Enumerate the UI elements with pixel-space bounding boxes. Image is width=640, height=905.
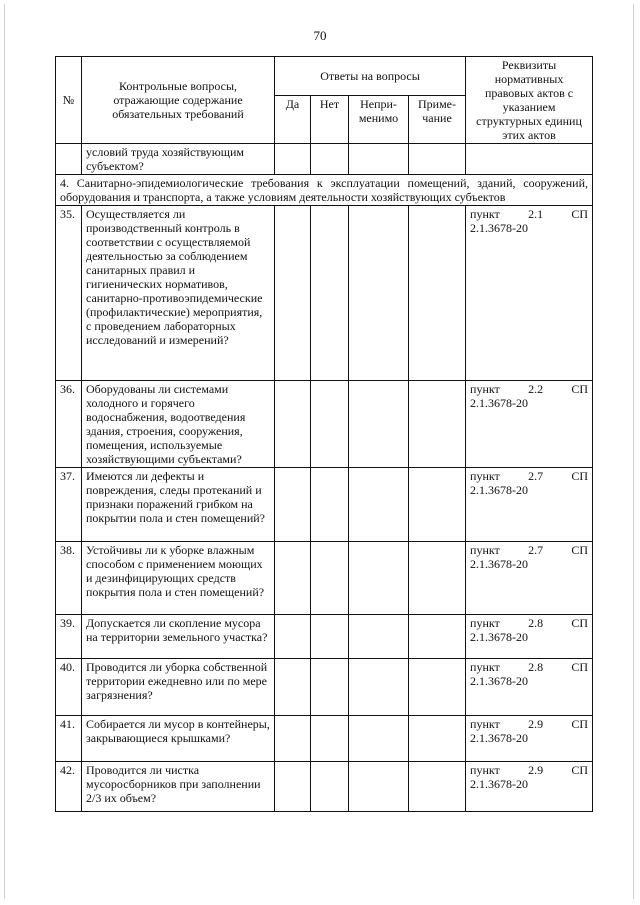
answer-yes-cell[interactable] (275, 381, 311, 468)
row-number: 36. (56, 381, 82, 468)
header-yes: Да (275, 96, 311, 144)
ref-ref-c: СП (571, 616, 589, 630)
ref-document: 2.1.3678-20 (470, 777, 529, 791)
answer-na-cell[interactable] (349, 716, 409, 762)
header-answers: Ответы на вопросы (275, 57, 466, 96)
row-reference (466, 659, 593, 716)
answer-no-cell[interactable] (311, 615, 349, 659)
row-question: Имеются ли дефекты и повреждения, следы протеканий и признаки поражений грибком на покрытии пола и стен помещений? (82, 468, 275, 542)
row-question: Проводится ли чистка мусоросборников при заполнении 2/3 их объем? (82, 762, 275, 812)
ref-ref-b: 2.7 (528, 469, 544, 483)
row-question: Допускается ли скопление мусора на территории земельного участка? (82, 615, 275, 659)
answer-yes-cell[interactable] (275, 206, 311, 381)
answer-note-cell[interactable] (409, 659, 466, 716)
ref-ref-c: СП (571, 469, 589, 483)
ref-ref-b: 2.7 (528, 543, 544, 557)
table-row (56, 762, 593, 812)
ref-ref-c: СП (571, 382, 589, 396)
ref-ref-a: пункт (470, 543, 500, 557)
ref-ref-a: пункт (470, 717, 500, 731)
answer-no-cell[interactable] (311, 762, 349, 812)
ref-ref-b: 2.1 (528, 207, 544, 221)
scan-edge-right (633, 4, 634, 899)
answer-na-cell[interactable] (349, 615, 409, 659)
table-row (56, 615, 593, 659)
ref-document: 2.1.3678-20 (470, 221, 529, 235)
header-no: Нет (311, 96, 349, 144)
answer-note-cell[interactable] (409, 762, 466, 812)
row-question: Собирается ли мусор в контейнеры, закрывающиеся крышками? (82, 716, 275, 762)
ref-ref-c: СП (571, 207, 589, 221)
ref-ref-a: пункт (470, 382, 500, 396)
table-row (56, 659, 593, 716)
answer-no-cell[interactable] (311, 659, 349, 716)
ref-ref-b: 2.8 (528, 660, 544, 674)
answer-note-cell[interactable] (409, 615, 466, 659)
header-requisites: Реквизиты нормативных правовых актов с указанием структурных единиц этих актов (466, 57, 593, 144)
continuation-text: условий труда хозяйствующим субъектом? (82, 144, 275, 175)
row-question: Осуществляется ли производственный контроль в соответствии с осуществляемой деятельностью за соблюдением санитарных правил и гигиенических нормативов, санитарно-противоэпидемические (профилактические) мероприятия, с проведением лабораторных исследований и измерений? (82, 206, 275, 381)
row-number: 38. (56, 542, 82, 615)
scan-edge-left (4, 4, 5, 899)
ref-document: 2.1.3678-20 (470, 557, 529, 571)
checklist-table (55, 56, 593, 812)
answer-note-cell[interactable] (409, 716, 466, 762)
answer-na-cell[interactable] (349, 659, 409, 716)
page-number: 70 (313, 28, 327, 43)
answer-note-cell[interactable] (409, 468, 466, 542)
table-row (56, 468, 593, 542)
section-title: 4. Санитарно-эпидемиологические требования к эксплуатации помещений, зданий, сооружений, оборудования и транспорта, а также условиям деятельности хозяйствующих субъектов (56, 175, 593, 206)
table-row (56, 206, 593, 381)
answer-no-cell[interactable] (311, 144, 349, 175)
answer-note-cell[interactable] (409, 206, 466, 381)
ref-ref-c: СП (571, 660, 589, 674)
row-reference (466, 542, 593, 615)
answer-yes-cell[interactable] (275, 542, 311, 615)
answer-note-cell[interactable] (409, 144, 466, 175)
table-row (56, 542, 593, 615)
header-note: Приме-чание (409, 96, 466, 144)
ref-ref-c: СП (571, 717, 589, 731)
ref-document: 2.1.3678-20 (470, 396, 529, 410)
row-reference (466, 381, 593, 468)
ref-cell (466, 144, 593, 175)
row-number: 40. (56, 659, 82, 716)
answer-yes-cell[interactable] (275, 144, 311, 175)
answer-no-cell[interactable] (311, 468, 349, 542)
answer-na-cell[interactable] (349, 542, 409, 615)
answer-yes-cell[interactable] (275, 762, 311, 812)
row-number: 42. (56, 762, 82, 812)
answer-note-cell[interactable] (409, 542, 466, 615)
ref-ref-a: пункт (470, 469, 500, 483)
ref-document: 2.1.3678-20 (470, 483, 529, 497)
ref-ref-b: 2.2 (528, 382, 544, 396)
answer-na-cell[interactable] (349, 762, 409, 812)
row-number: 39. (56, 615, 82, 659)
row-question: Оборудованы ли системами холодного и горячего водоснабжения, водоотведения здания, строения, сооружения, помещения, используемые хозяйствующими субъектами? (82, 381, 275, 468)
answer-yes-cell[interactable] (275, 659, 311, 716)
row-number: 35. (56, 206, 82, 381)
row-question: Проводится ли уборка собственной территории ежедневно или по мере загрязнения? (82, 659, 275, 716)
header-questions: Контрольные вопросы, отражающие содержание обязательных требований (82, 57, 275, 144)
ref-ref-b: 2.9 (528, 763, 544, 777)
answer-no-cell[interactable] (311, 381, 349, 468)
ref-ref-a: пункт (470, 207, 500, 221)
answer-na-cell[interactable] (349, 206, 409, 381)
ref-ref-a: пункт (470, 616, 500, 630)
ref-ref-c: СП (571, 543, 589, 557)
ref-document: 2.1.3678-20 (470, 630, 529, 644)
row-reference (466, 615, 593, 659)
ref-ref-a: пункт (470, 763, 500, 777)
row-number: 37. (56, 468, 82, 542)
answer-yes-cell[interactable] (275, 615, 311, 659)
cont-num-cell (56, 144, 82, 175)
answer-no-cell[interactable] (311, 542, 349, 615)
row-question: Устойчивы ли к уборке влажным способом с применением моющих и дезинфицирующих средств покрытия пола и стен помещений? (82, 542, 275, 615)
ref-ref-c: СП (571, 763, 589, 777)
row-number: 41. (56, 716, 82, 762)
row-reference (466, 762, 593, 812)
table-row (56, 381, 593, 468)
answer-yes-cell[interactable] (275, 468, 311, 542)
row-reference (466, 716, 593, 762)
ref-document: 2.1.3678-20 (470, 731, 529, 745)
answer-no-cell[interactable] (311, 206, 349, 381)
ref-ref-a: пункт (470, 660, 500, 674)
answer-no-cell[interactable] (311, 716, 349, 762)
header-not-applicable: Непри-менимо (349, 96, 409, 144)
ref-document: 2.1.3678-20 (470, 674, 529, 688)
row-reference (466, 206, 593, 381)
answer-note-cell[interactable] (409, 381, 466, 468)
answer-yes-cell[interactable] (275, 716, 311, 762)
header-num: № (56, 57, 82, 144)
ref-ref-b: 2.9 (528, 717, 544, 731)
ref-ref-b: 2.8 (528, 616, 544, 630)
answer-na-cell[interactable] (349, 144, 409, 175)
answer-na-cell[interactable] (349, 468, 409, 542)
answer-na-cell[interactable] (349, 381, 409, 468)
row-reference (466, 468, 593, 542)
table-row (56, 716, 593, 762)
